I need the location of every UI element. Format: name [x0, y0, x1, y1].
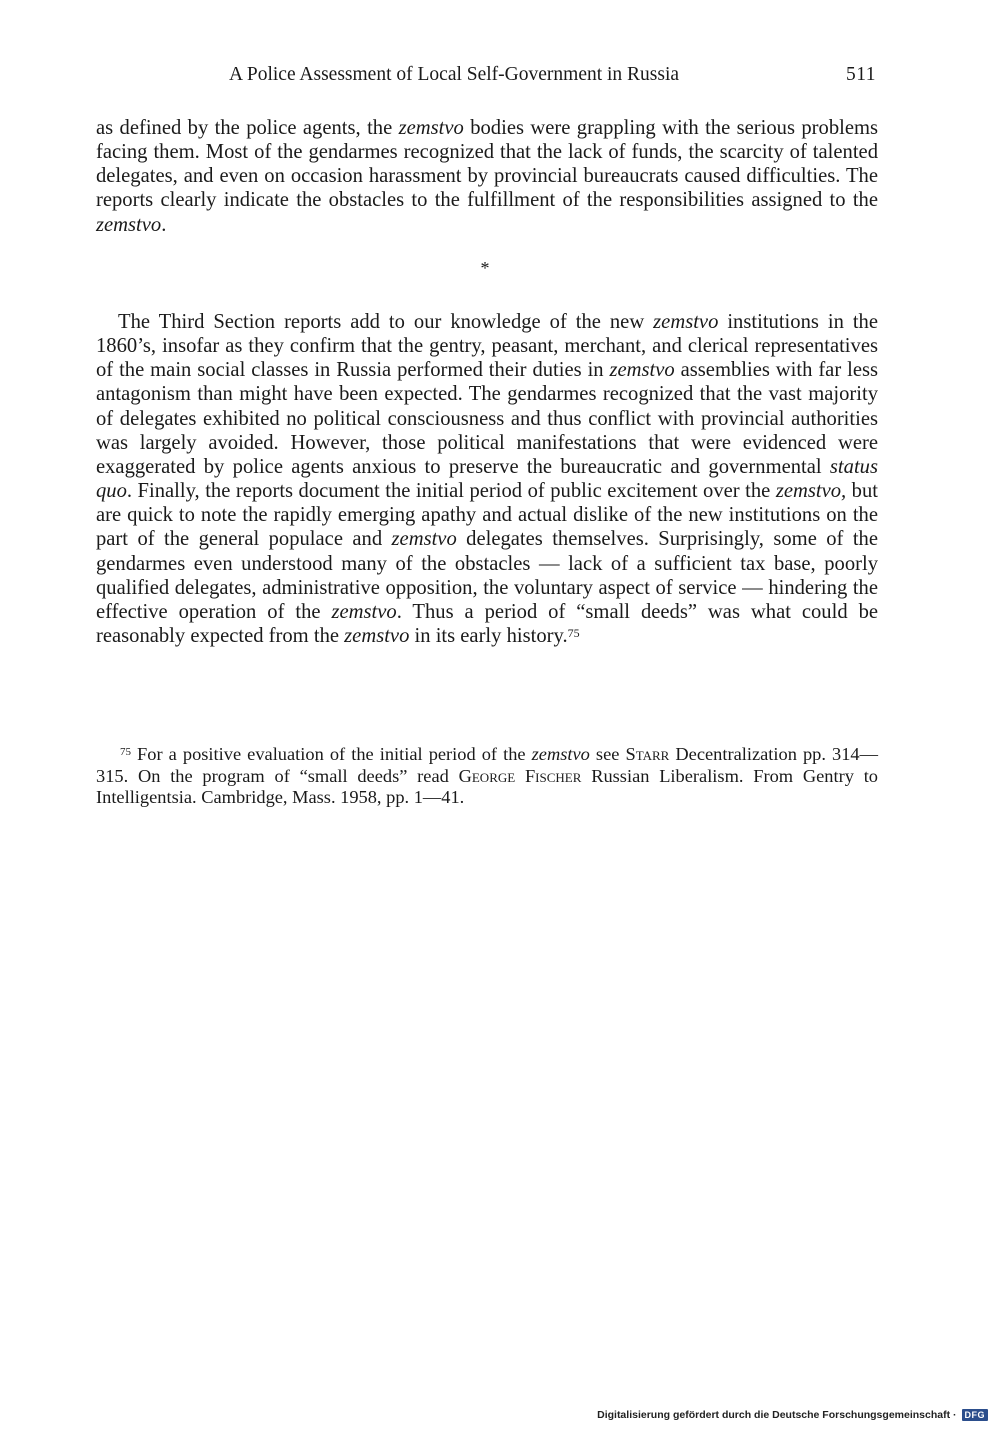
emphasis-zemstvo: zemstvo	[531, 744, 590, 764]
emphasis-zemstvo: zemstvo	[331, 600, 397, 623]
section-separator: *	[480, 258, 490, 278]
credit-text: Digitalisierung gefördert durch die Deutsche Forschungsgemeinschaft ·	[597, 1409, 957, 1421]
emphasis-zemstvo: zemstvo	[398, 117, 464, 139]
emphasis-zemstvo: zemstvo	[344, 625, 410, 648]
running-header	[96, 64, 878, 92]
emphasis-zemstvo: zemstvo	[96, 213, 162, 236]
emphasis-status-quo: status quo	[96, 455, 878, 503]
footnote-reference[interactable]: 75	[567, 626, 580, 641]
dfg-logo-icon: DFG	[962, 1409, 989, 1421]
body-paragraph-1: as defined by the police agents, the zemstvo bodies were grappling with the serious problems facing them. Most of the gendarmes recognized that the lack of funds, the scarcity of talented delegates, and even on occasion harassment by provincial bureaucrats caused difficulties. The reports clearly indicate the obstacles to the fulfillment of the responsibilities assigned to the zemstvo.	[96, 117, 879, 236]
footnote-marker: 75	[120, 746, 131, 758]
emphasis-zemstvo: zemstvo	[609, 359, 675, 382]
body-paragraph-2: The Third Section reports add to our knowledge of the new zemstvo institutions in the 1860’s, insofar as they confirm that the gentry, peasant, merchant, and clerical representatives of the main social classes in Russia performed their duties in zemstvo assemblies with far less antagonism than might have been expected. The gendarmes recognized that the vast majority of delegates exhibited no political consciousness and thus conflict with provincial authorities was largely avoided. However, those political manifestations that were evidenced were exaggerated by police agents anxious to preserve the bureaucratic and governmental status quo. Finally, the reports document the initial period of public excitement over the zemstvo, but are quick to note the rapidly emerging apathy and actual dislike of the new institutions on the part of the general populace and zemstvo delegates themselves. Surprisingly, some of the gendarmes even understood many of the obstacles — lack of a sufficient tax base, poorly qualified delegates, administrative opposition, the voluntary aspect of service — hindering the effective operation of the zemstvo. Thus a period of “small deeds” was what could be reasonably expected from the zemstvo in its early history.$^{75}$	[96, 311, 879, 648]
emphasis-zemstvo: zemstvo	[653, 311, 719, 333]
digitization-credit	[597, 1409, 988, 1421]
emphasis-zemstvo: zemstvo,	[775, 480, 847, 503]
running-title: A Police Assessment of Local Self-Government in Russia	[229, 64, 680, 85]
author-name: George Fischer	[458, 765, 582, 786]
footnote-75: $^{75}$ For a positive evaluation of the initial period of the zemstvo see Starr Decentralization pp. 314—315. On the program of “small deeds” read George Fischer Russian Liberalism. From Gentry to Intelligentsia. Cambridge, Mass. 1958, pp. 1—41.	[96, 744, 878, 807]
emphasis-zemstvo: zemstvo	[391, 528, 457, 551]
page-number: 511	[845, 64, 876, 85]
author-name: Starr	[625, 744, 670, 764]
